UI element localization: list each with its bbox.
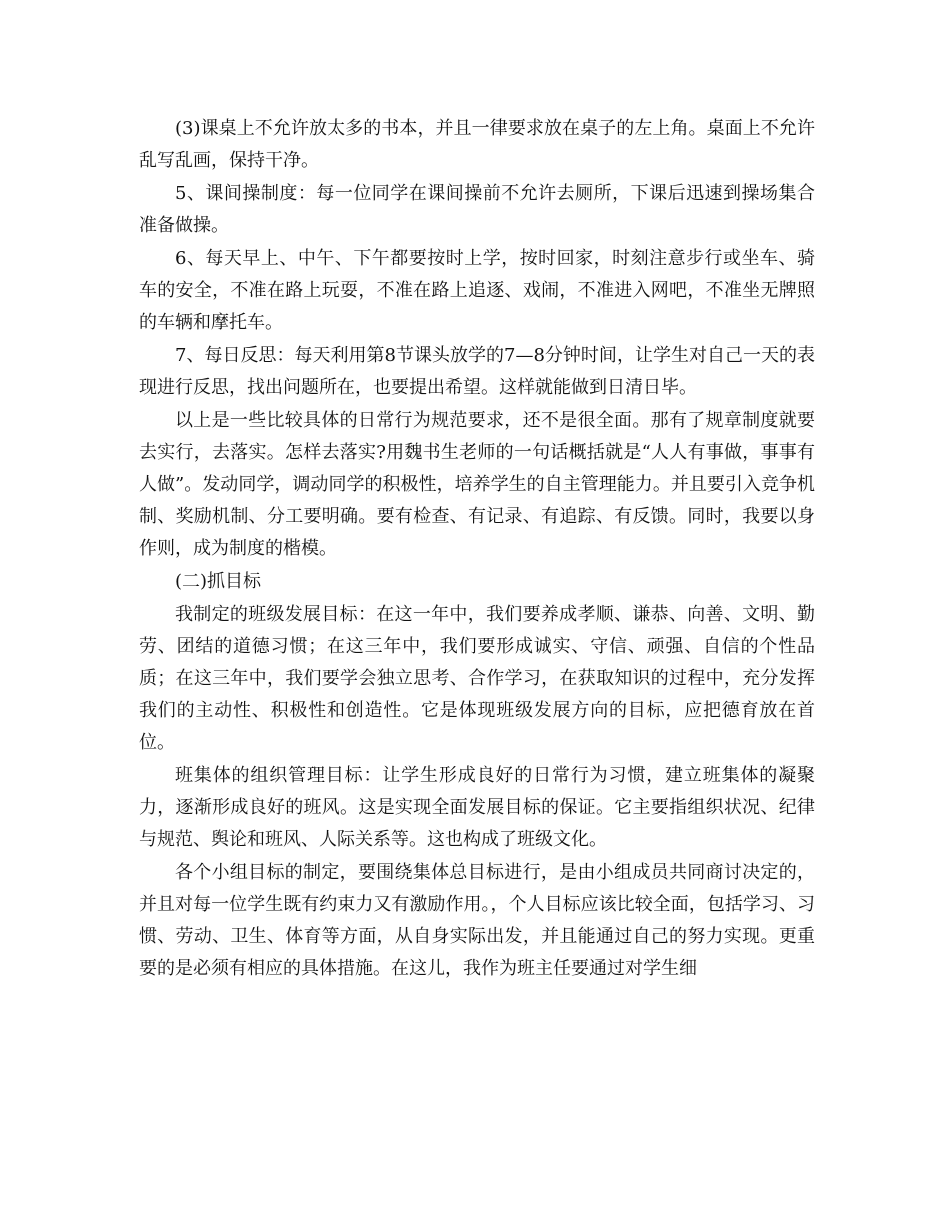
- document-page: [139, 113, 815, 985]
- paragraph-desk-rules: (3)课桌上不允许放太多的书本，并且一律要求放在桌子的左上角。桌面上不允许乱写乱画，保持干净。: [139, 118, 815, 171]
- section-heading-goals: (二)抓目标: [175, 571, 262, 592]
- paragraph-class-development-goals: 我制定的班级发展目标：在这一年中，我们要养成孝顺、谦恭、向善、文明、勤劳、团结的道德习惯；在这三年中，我们要形成诚实、守信、顽强、自信的个性品质；在这三年中，我们要学会独立思考、合作学习，在获取知识的过程中，充分发挥我们的主动性、积极性和创造性。它是体现班级发展方向的目标，应把德育放在首位。: [139, 604, 815, 753]
- paragraph-implementation: 以上是一些比较具体的日常行为规范要求，还不是很全面。那有了规章制度就要去实行，去落实。怎样去落实?用魏书生老师的一句话概括就是“人人有事做，事事有人做”。发动同学，调动同学的积极性，培养学生的自主管理能力。并且要引入竞争机制、奖励机制、分工要明确。要有检查、有记录、有追踪、有反馈。同时，我要以身作则，成为制度的楷模。: [139, 410, 815, 559]
- paragraph-organization-goals: 班集体的组织管理目标：让学生形成良好的日常行为习惯，建立班集体的凝聚力，逐渐形成良好的班风。这是实现全面发展目标的保证。它主要指组织状况、纪律与规范、舆论和班风、人际关系等。这也构成了班级文化。: [139, 765, 815, 850]
- paragraph-group-goals: 各个小组目标的制定，要围绕集体总目标进行，是由小组成员共同商讨决定的，并且对每一位学生既有约束力又有激励作用。，个人目标应该比较全面，包括学习、习惯、劳动、卫生、体育等方面，从自身实际出发，并且能通过自己的努力实现。更重要的是必须有相应的具体措施。在这儿，我作为班主任要通过对学生细: [139, 862, 815, 979]
- paragraph-commute-safety: 6、每天早上、中午、下午都要按时上学，按时回家，时刻注意步行或坐车、骑车的安全，不准在路上玩耍，不准在路上追逐、戏闹，不准进入网吧，不准坐无牌照的车辆和摩托车。: [139, 248, 815, 333]
- paragraph-daily-reflection: 7、每日反思：每天利用第8节课头放学的7—8分钟时间，让学生对自己一天的表现进行反思，找出问题所在，也要提出希望。这样就能做到日清日毕。: [139, 345, 815, 398]
- paragraph-exercise-rules: 5、课间操制度：每一位同学在课间操前不允许去厕所，下课后迅速到操场集合准备做操。: [139, 183, 815, 236]
